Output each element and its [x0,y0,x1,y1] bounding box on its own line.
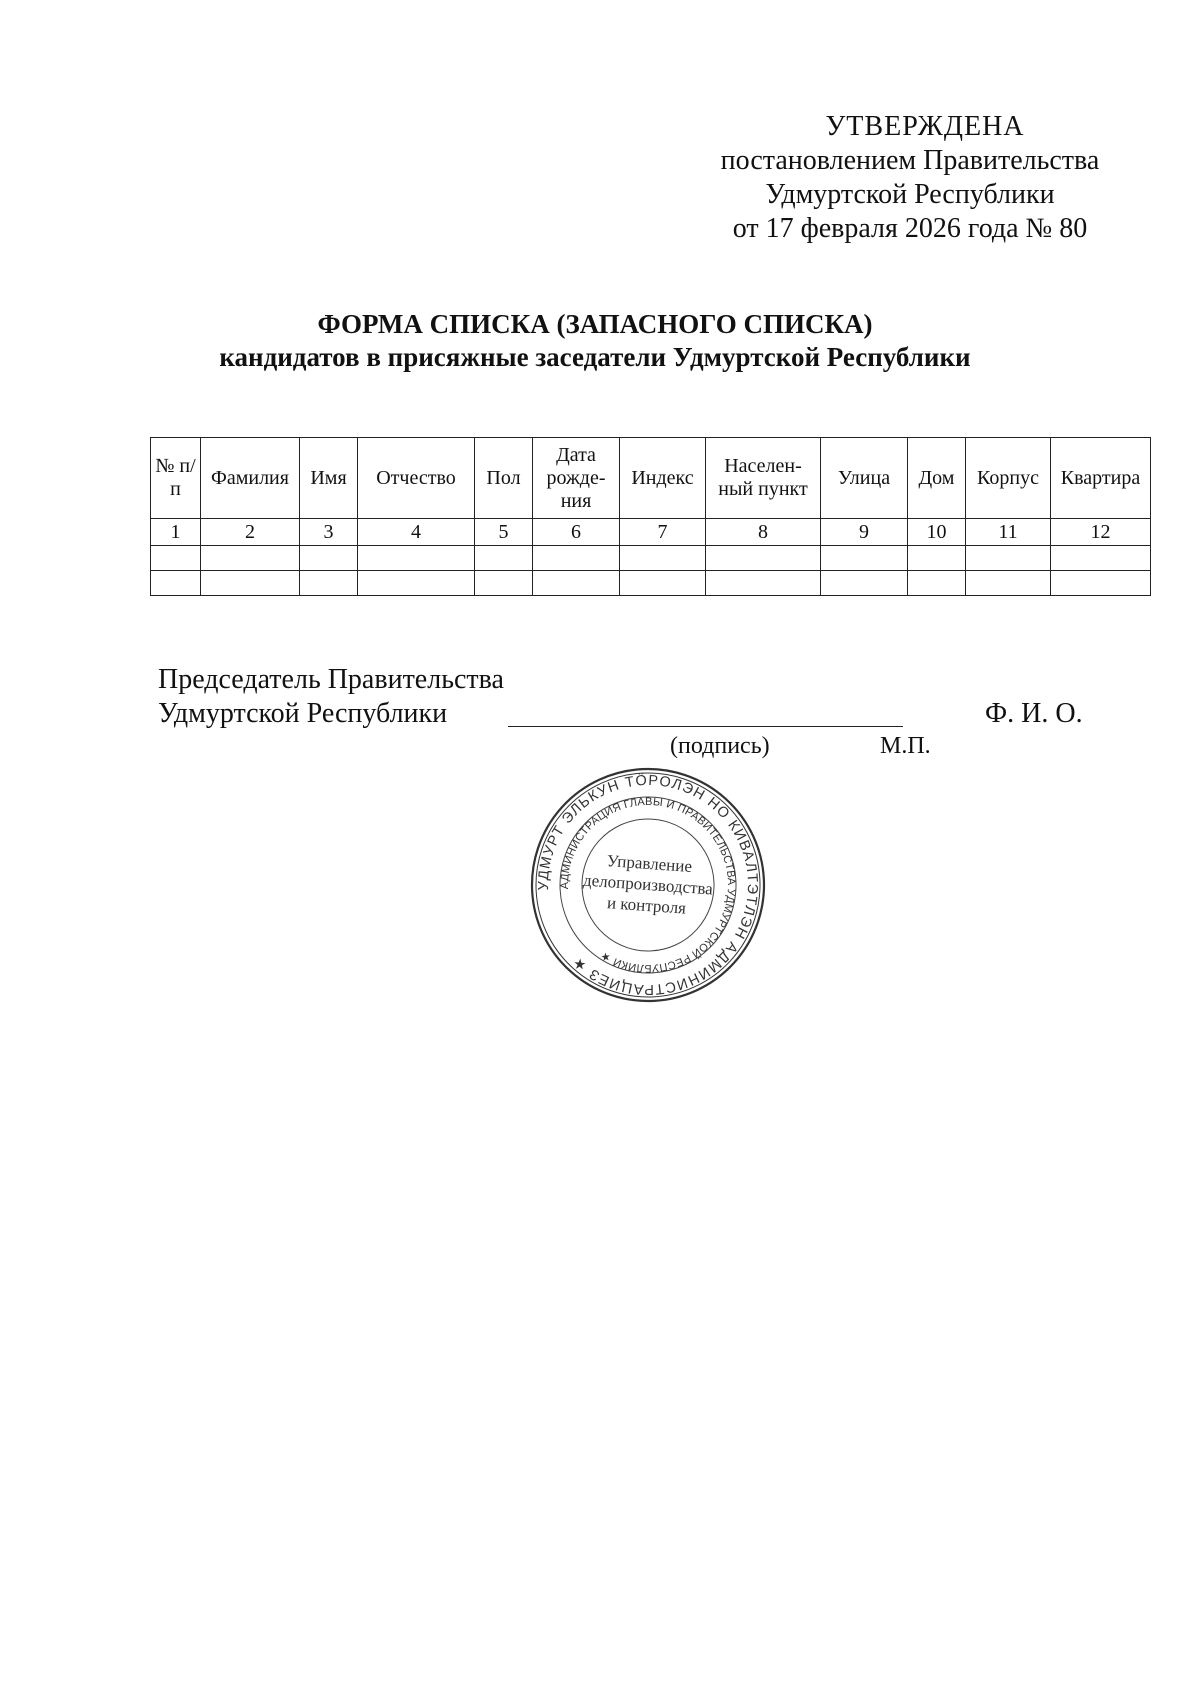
column-header: Отчество [358,438,475,519]
empty-cell [908,546,966,571]
empty-cell [706,571,821,596]
stamp-center-line: делопроизводства [582,870,714,899]
empty-cell [475,546,533,571]
empty-row [151,546,1151,571]
column-number: 6 [533,519,620,546]
approval-heading: УТВЕРЖДЕНА [825,111,1025,142]
column-number: 7 [620,519,706,546]
empty-cell [151,546,201,571]
approval-block [700,110,1120,246]
approval-line: Удмуртской Республики [765,179,1055,210]
column-header: Пол [475,438,533,519]
stamp-outer-ring-text: УДМУРТ ЭЛЬКУН ТӦРОЛЭН НО КИВАЛТЭТЛЭН АДМИНИСТРАЦИЕЗ ★ [535,772,761,998]
column-number: 2 [201,519,300,546]
column-number: 5 [475,519,533,546]
column-header: Населен- ный пункт [706,438,821,519]
signatory-position-line2: Удмуртской Республики [158,698,448,729]
column-header: Улица [821,438,908,519]
empty-cell [620,571,706,596]
candidates-table [150,437,1151,596]
column-number: 12 [1051,519,1151,546]
column-number: 4 [358,519,475,546]
column-number: 9 [821,519,908,546]
empty-cell [706,546,821,571]
empty-cell [533,571,620,596]
column-header: Дом [908,438,966,519]
empty-cell [358,546,475,571]
column-number: 1 [151,519,201,546]
empty-cell [821,571,908,596]
empty-cell [821,546,908,571]
stamp-center-line: и контроля [606,893,687,918]
empty-cell [201,546,300,571]
official-stamp [528,765,768,1005]
column-number-row [151,519,1151,546]
signatory-fio: Ф. И. О. [985,698,1083,729]
empty-row [151,571,1151,596]
column-header: Индекс [620,438,706,519]
empty-cell [300,571,358,596]
seal-place-caption: М.П. [880,733,931,759]
signature-line [508,726,903,727]
form-title-line1: ФОРМА СПИСКА (ЗАПАСНОГО СПИСКА) [317,309,873,339]
column-header: Дата рожде- ния [533,438,620,519]
empty-cell [151,571,201,596]
signatory-position [158,663,504,731]
empty-cell [966,546,1051,571]
form-title [150,308,1040,374]
empty-cell [533,546,620,571]
column-header: Фамилия [201,438,300,519]
stamp-inner-ring-text: АДМИНИСТРАЦИЯ ГЛАВЫ И ПРАВИТЕЛЬСТВА УДМУРТСКОЙ РЕСПУБЛИКИ ★ [558,795,738,975]
column-number: 11 [966,519,1051,546]
column-number: 3 [300,519,358,546]
column-header: Корпус [966,438,1051,519]
form-title-line2: кандидатов в присяжные заседатели Удмуртской Республики [219,342,971,372]
signature-caption: (подпись) [670,733,770,759]
table-header-row [151,438,1151,519]
column-header: Квартира [1051,438,1151,519]
empty-cell [300,546,358,571]
approval-date: от 17 февраля 2026 года № 80 [732,213,1088,244]
stamp-center-line: Управление [606,851,693,877]
empty-cell [1051,546,1151,571]
empty-cell [475,571,533,596]
column-number: 8 [706,519,821,546]
signatory-position-line1: Председатель Правительства [158,664,504,695]
empty-cell [908,571,966,596]
empty-cell [358,571,475,596]
empty-cell [201,571,300,596]
empty-cell [620,546,706,571]
column-number: 10 [908,519,966,546]
empty-cell [1051,571,1151,596]
approval-line: постановлением Правительства [720,145,1100,176]
column-header: Имя [300,438,358,519]
stamp-center-text [576,848,720,921]
empty-cell [966,571,1051,596]
column-header: № п/п [151,438,201,519]
